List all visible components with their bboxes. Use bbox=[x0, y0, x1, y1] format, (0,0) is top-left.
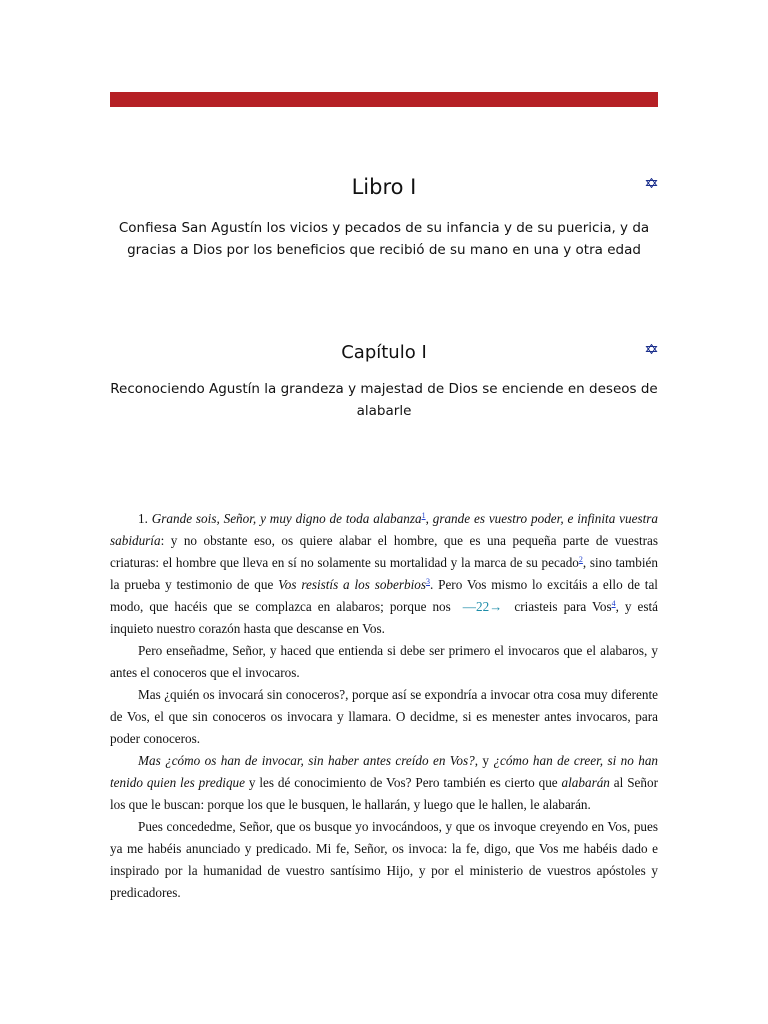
quote-italic: grande es vuestro poder, e infinita vuestra sabiduría bbox=[110, 511, 659, 548]
text-run: y les dé conocimiento de Vos? Pero también es cierto que bbox=[245, 775, 562, 790]
quote-italic: alabarán bbox=[561, 775, 610, 790]
text-run: : y no obstante eso, os quiere alabar el hombre, que es una pequeña parte de vuestras criaturas: el hombre que lleva en sí no solamente su mortalidad y la marca de su pecado bbox=[110, 533, 658, 570]
text-run: , y está inquieto nuestro corazón hasta que descanse en Vos. bbox=[110, 599, 658, 636]
book-subtitle: Confiesa San Agustín los vicios y pecados de su infancia y de su puericia, y da gracias a Dios por los beneficios que recibió de su mano en una y otra edad bbox=[118, 220, 650, 258]
star-of-david-icon[interactable] bbox=[645, 344, 658, 354]
book-title: Libro I bbox=[351, 175, 417, 199]
footnote-link[interactable]: 3 bbox=[425, 577, 430, 586]
paragraph-2: Pero enseñadme, Señor, y haced que entienda si debe ser primero el invocaros que el alabaros, y antes el conoceros que el invocaros. bbox=[110, 643, 658, 680]
quote-italic: Vos resistís a los soberbios bbox=[278, 577, 426, 592]
text-run: . Pero Vos mismo lo excitáis a ello de tal modo, que hacéis que se complazca en alabaros; porque nos bbox=[110, 577, 658, 614]
footnote-link[interactable]: 1 bbox=[421, 511, 426, 520]
chapter-body bbox=[110, 508, 658, 904]
footnote-link[interactable]: 4 bbox=[611, 599, 616, 608]
chapter-title: Capítulo I bbox=[341, 342, 427, 363]
footnote-link[interactable]: 2 bbox=[578, 555, 583, 564]
chapter-subtitle: Reconociendo Agustín la grandeza y majestad de Dios se enciende en deseos de alabarle bbox=[110, 381, 658, 419]
header-decorative-bar bbox=[110, 92, 658, 107]
text-run: , bbox=[425, 511, 433, 526]
text-run: criasteis para Vos bbox=[508, 599, 612, 614]
text-run: , y bbox=[474, 753, 494, 768]
paragraph-number: 1. bbox=[138, 511, 152, 526]
quote-italic: Mas ¿cómo os han de invocar, sin haber antes creído en Vos? bbox=[138, 753, 475, 768]
text-run: al Señor los que le buscan: porque los que le busquen, le hallarán, y luego que le hallen, le alabarán. bbox=[110, 775, 658, 812]
star-of-david-icon[interactable] bbox=[645, 178, 658, 188]
quote-italic: ¿cómo han de creer, si no han tenido quien les predique bbox=[110, 753, 659, 790]
page-number-marker: —22→ bbox=[462, 599, 503, 614]
text-run: , sino también la prueba y testimonio de que bbox=[110, 555, 658, 592]
quote-italic: Grande sois, Señor, y muy digno de toda alabanza bbox=[151, 511, 422, 526]
paragraph-4 bbox=[110, 750, 658, 816]
paragraph-5: Pues concededme, Señor, que os busque yo invocándoos, y que os invoque creyendo en Vos, pues ya me habéis anunciado y predicado. Mi fe, Señor, os invoca: la fe, digo, que Vos me habéis dado e inspirado por la humanidad de vuestro santísimo Hijo, y por el ministerio de vuestros apóstoles y predicadores. bbox=[110, 819, 658, 900]
paragraph-1 bbox=[110, 508, 658, 640]
paragraph-3: Mas ¿quién os invocará sin conoceros?, porque así se expondría a invocar otra cosa muy diferente de Vos, el que sin conoceros os invocara y llamara. O decidme, si es menester antes invocaros, para poder conoceros. bbox=[110, 687, 658, 746]
